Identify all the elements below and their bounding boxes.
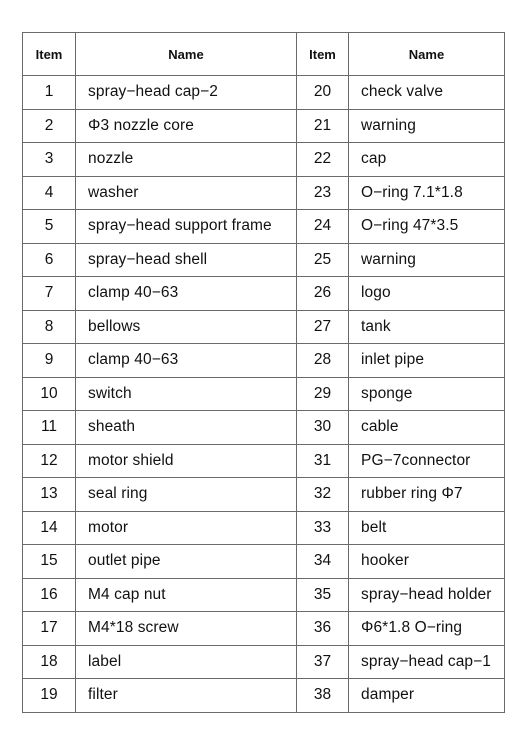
item-number-cell: 35 <box>297 578 349 612</box>
item-number-cell: 15 <box>23 545 76 579</box>
part-name-cell: seal ring <box>76 478 297 512</box>
item-number-cell: 22 <box>297 143 349 177</box>
table-row <box>23 277 505 311</box>
item-number-cell: 8 <box>23 310 76 344</box>
part-name-cell: spray−head holder <box>349 578 505 612</box>
item-number-cell: 13 <box>23 478 76 512</box>
item-number-cell: 3 <box>23 143 76 177</box>
item-number-cell: 19 <box>23 679 76 713</box>
part-name-cell: spray−head cap−1 <box>349 645 505 679</box>
item-number-cell: 12 <box>23 444 76 478</box>
item-number-cell: 32 <box>297 478 349 512</box>
item-number-cell: 29 <box>297 377 349 411</box>
table-row <box>23 578 505 612</box>
part-name-cell: washer <box>76 176 297 210</box>
item-number-cell: 24 <box>297 210 349 244</box>
item-number-cell: 7 <box>23 277 76 311</box>
table-row <box>23 377 505 411</box>
part-name-cell: nozzle <box>76 143 297 177</box>
item-number-cell: 18 <box>23 645 76 679</box>
part-name-cell: clamp 40−63 <box>76 277 297 311</box>
part-name-cell: bellows <box>76 310 297 344</box>
item-number-cell: 14 <box>23 511 76 545</box>
part-name-cell: warning <box>349 243 505 277</box>
table-row <box>23 444 505 478</box>
item-number-cell: 2 <box>23 109 76 143</box>
item-number-cell: 28 <box>297 344 349 378</box>
part-name-cell: filter <box>76 679 297 713</box>
table-row <box>23 76 505 110</box>
header-row <box>23 33 505 76</box>
table-row <box>23 243 505 277</box>
item-number-cell: 34 <box>297 545 349 579</box>
part-name-cell: motor <box>76 511 297 545</box>
table-row <box>23 310 505 344</box>
item-number-cell: 9 <box>23 344 76 378</box>
part-name-cell: PG−7connector <box>349 444 505 478</box>
item-number-cell: 38 <box>297 679 349 713</box>
part-name-cell: check valve <box>349 76 505 110</box>
item-number-cell: 4 <box>23 176 76 210</box>
item-number-cell: 17 <box>23 612 76 646</box>
part-name-cell: sponge <box>349 377 505 411</box>
part-name-cell: damper <box>349 679 505 713</box>
parts-table <box>22 32 505 713</box>
part-name-cell: hooker <box>349 545 505 579</box>
table-row <box>23 612 505 646</box>
table-row <box>23 645 505 679</box>
part-name-cell: O−ring 47*3.5 <box>349 210 505 244</box>
part-name-cell: O−ring 7.1*1.8 <box>349 176 505 210</box>
part-name-cell: spray−head cap−2 <box>76 76 297 110</box>
part-name-cell: switch <box>76 377 297 411</box>
part-name-cell: warning <box>349 109 505 143</box>
item-number-cell: 20 <box>297 76 349 110</box>
part-name-cell: spray−head shell <box>76 243 297 277</box>
part-name-cell: spray−head support frame <box>76 210 297 244</box>
header-name-right: Name <box>349 33 505 76</box>
part-name-cell: label <box>76 645 297 679</box>
item-number-cell: 30 <box>297 411 349 445</box>
table-row <box>23 478 505 512</box>
table-row <box>23 411 505 445</box>
table-row <box>23 545 505 579</box>
item-number-cell: 5 <box>23 210 76 244</box>
item-number-cell: 36 <box>297 612 349 646</box>
table-row <box>23 109 505 143</box>
item-number-cell: 10 <box>23 377 76 411</box>
table-row <box>23 511 505 545</box>
item-number-cell: 11 <box>23 411 76 445</box>
item-number-cell: 1 <box>23 76 76 110</box>
table-row <box>23 679 505 713</box>
item-number-cell: 23 <box>297 176 349 210</box>
item-number-cell: 31 <box>297 444 349 478</box>
parts-table-body <box>23 76 505 713</box>
part-name-cell: rubber ring Φ7 <box>349 478 505 512</box>
item-number-cell: 27 <box>297 310 349 344</box>
item-number-cell: 21 <box>297 109 349 143</box>
part-name-cell: sheath <box>76 411 297 445</box>
part-name-cell: clamp 40−63 <box>76 344 297 378</box>
part-name-cell: inlet pipe <box>349 344 505 378</box>
part-name-cell: M4*18 screw <box>76 612 297 646</box>
item-number-cell: 6 <box>23 243 76 277</box>
part-name-cell: cable <box>349 411 505 445</box>
part-name-cell: outlet pipe <box>76 545 297 579</box>
part-name-cell: Φ3 nozzle core <box>76 109 297 143</box>
parts-table-header <box>23 33 505 76</box>
item-number-cell: 33 <box>297 511 349 545</box>
part-name-cell: belt <box>349 511 505 545</box>
table-row <box>23 143 505 177</box>
item-number-cell: 16 <box>23 578 76 612</box>
part-name-cell: Φ6*1.8 O−ring <box>349 612 505 646</box>
part-name-cell: M4 cap nut <box>76 578 297 612</box>
part-name-cell: cap <box>349 143 505 177</box>
header-item-right: Item <box>297 33 349 76</box>
table-row <box>23 176 505 210</box>
part-name-cell: logo <box>349 277 505 311</box>
part-name-cell: motor shield <box>76 444 297 478</box>
item-number-cell: 25 <box>297 243 349 277</box>
part-name-cell: tank <box>349 310 505 344</box>
table-row <box>23 344 505 378</box>
item-number-cell: 37 <box>297 645 349 679</box>
header-item-left: Item <box>23 33 76 76</box>
header-name-left: Name <box>76 33 297 76</box>
table-row <box>23 210 505 244</box>
item-number-cell: 26 <box>297 277 349 311</box>
